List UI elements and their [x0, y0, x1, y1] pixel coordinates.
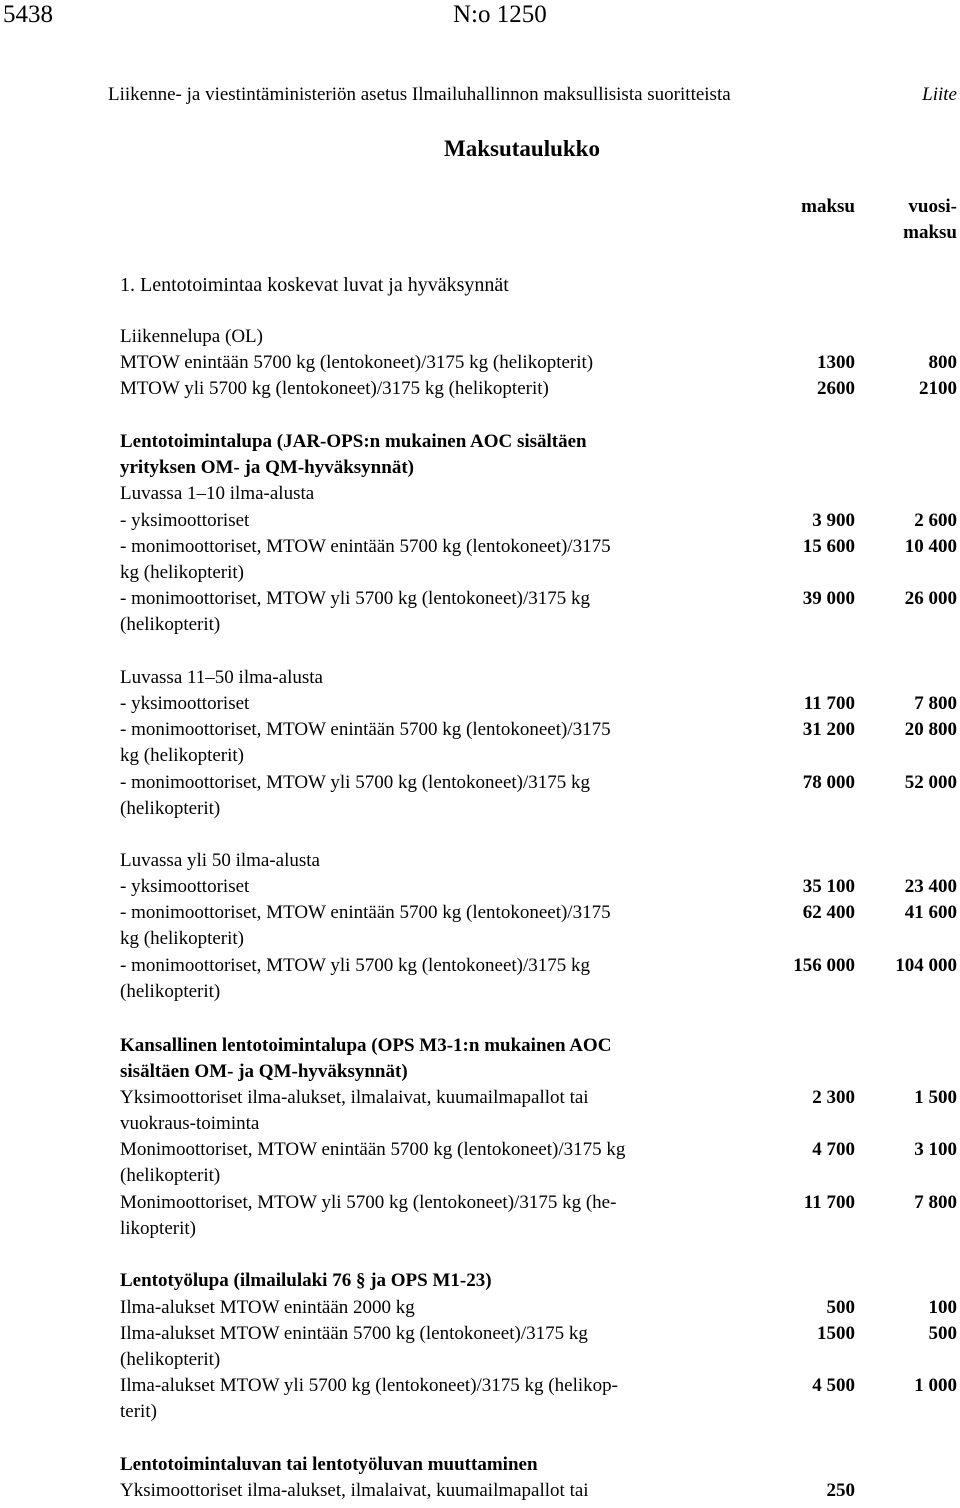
table-row-annual: 10 400: [904, 536, 957, 557]
table-row-fee: 31 200: [802, 719, 855, 740]
table-row-label: Monimoottoriset, MTOW enintään 5700 kg (lentokoneet)/3175 kg: [120, 1139, 626, 1160]
table-row-annual: 800: [928, 352, 957, 373]
table-row-fee: 4 700: [812, 1139, 855, 1160]
table-row-label: - monimoottoriset, MTOW yli 5700 kg (lentokoneet)/3175 kg: [120, 955, 591, 976]
table-row-annual: 7 800: [914, 1192, 957, 1213]
page-number: 5438: [3, 1, 53, 28]
table-row-label: Yksimoottoriset ilma-alukset, ilmalaivat, kuumailmapallot tai: [120, 1480, 589, 1501]
table-row-fee: 1500: [817, 1323, 855, 1344]
table-row-label: - yksimoottoriset: [120, 510, 250, 531]
table-row-fee: 11 700: [803, 693, 855, 714]
table-row-label-cont: (helikopterit): [120, 614, 221, 635]
group-title: Luvassa 1–10 ilma-alusta: [120, 483, 315, 504]
table-row-label: - yksimoottoriset: [120, 876, 250, 897]
table-row-fee: 35 100: [802, 876, 855, 897]
table-row-label-cont: (helikopterit): [120, 798, 221, 819]
table-row-label: Ilma-alukset MTOW enintään 5700 kg (lentokoneet)/3175 kg: [120, 1323, 588, 1344]
column-header-fee: maksu: [801, 196, 855, 217]
table-row-label: Yksimoottoriset ilma-alukset, ilmalaivat, kuumailmapallot tai: [120, 1087, 589, 1108]
table-row-annual: 23 400: [904, 876, 957, 897]
national-heading-line2: sisältäen OM- ja QM-hyväksynnät): [120, 1061, 408, 1082]
document-subtitle: Liikenne- ja viestintäministeriön asetus Ilmailuhallinnon maksullisista suoritteista: [108, 84, 731, 105]
change-heading: Lentotoimintaluvan tai lentotyöluvan muuttaminen: [120, 1454, 538, 1475]
table-row-fee: 156 000: [793, 955, 855, 976]
group-title: Luvassa 11–50 ilma-alusta: [120, 667, 323, 688]
aoc-heading-line1: Lentotoimintalupa (JAR-OPS:n mukainen AOC sisältäen: [120, 431, 587, 452]
table-row-fee: 15 600: [802, 536, 855, 557]
table-row-annual: 1 000: [914, 1375, 957, 1396]
page-title: Maksutaulukko: [444, 136, 600, 161]
table-row-label: - monimoottoriset, MTOW enintään 5700 kg (lentokoneet)/3175: [120, 719, 611, 740]
table-row-label: Ilma-alukset MTOW enintään 2000 kg: [120, 1297, 415, 1318]
issue-number: N:o 1250: [453, 1, 547, 28]
table-row-fee: 250: [826, 1480, 855, 1501]
table-row-annual: 2100: [919, 378, 957, 399]
table-row-fee: 2600: [817, 378, 855, 399]
group-title: Luvassa yli 50 ilma-alusta: [120, 850, 320, 871]
table-row-annual: 52 000: [904, 772, 957, 793]
table-row-label: MTOW enintään 5700 kg (lentokoneet)/3175 kg (helikopterit): [120, 352, 594, 373]
table-row-label-cont: (helikopterit): [120, 1349, 221, 1370]
column-header-annual-line2: maksu: [903, 222, 957, 243]
table-row-fee: 4 500: [812, 1375, 855, 1396]
table-row-label: - monimoottoriset, MTOW yli 5700 kg (lentokoneet)/3175 kg: [120, 772, 591, 793]
table-row-label: Ilma-alukset MTOW yli 5700 kg (lentokoneet)/3175 kg (helikop-: [120, 1375, 618, 1396]
table-row-annual: 1 500: [914, 1087, 957, 1108]
table-row-label-cont: kg (helikopterit): [120, 562, 244, 583]
table-row-label: - monimoottoriset, MTOW enintään 5700 kg (lentokoneet)/3175: [120, 902, 611, 923]
section-heading: 1. Lentotoimintaa koskevat luvat ja hyväksynnät: [120, 274, 509, 296]
aoc-heading-line2: yrityksen OM- ja QM-hyväksynnät): [120, 457, 414, 478]
table-row-label-cont: terit): [120, 1401, 157, 1422]
table-row-label-cont: likopterit): [120, 1218, 196, 1239]
table-row-fee: 3 900: [812, 510, 855, 531]
table-row-annual: 500: [928, 1323, 957, 1344]
table-row-label: MTOW yli 5700 kg (lentokoneet)/3175 kg (helikopterit): [120, 378, 549, 399]
table-row-label-cont: kg (helikopterit): [120, 745, 244, 766]
table-row-label: Monimoottoriset, MTOW yli 5700 kg (lentokoneet)/3175 kg (he-: [120, 1192, 617, 1213]
table-row-label-cont: kg (helikopterit): [120, 928, 244, 949]
table-row-label-cont: (helikopterit): [120, 981, 221, 1002]
table-row-annual: 41 600: [904, 902, 957, 923]
table-row-fee: 11 700: [803, 1192, 855, 1213]
table-row-annual: 7 800: [914, 693, 957, 714]
aerial-work-heading: Lentotyölupa (ilmailulaki 76 § ja OPS M1-23): [120, 1270, 492, 1291]
table-row-annual: 20 800: [904, 719, 957, 740]
ol-heading: Liikennelupa (OL): [120, 326, 263, 347]
table-row-annual: 26 000: [904, 588, 957, 609]
table-row-fee: 39 000: [802, 588, 855, 609]
table-row-label: - yksimoottoriset: [120, 693, 250, 714]
table-row-annual: 3 100: [914, 1139, 957, 1160]
table-row-fee: 78 000: [802, 772, 855, 793]
table-row-label: - monimoottoriset, MTOW enintään 5700 kg (lentokoneet)/3175: [120, 536, 611, 557]
table-row-label-cont: vuokraus-toiminta: [120, 1113, 260, 1134]
table-row-annual: 104 000: [895, 955, 957, 976]
table-row-fee: 2 300: [812, 1087, 855, 1108]
appendix-label: Liite: [922, 84, 957, 105]
table-row-fee: 500: [826, 1297, 855, 1318]
table-row-annual: 100: [928, 1297, 957, 1318]
national-heading-line1: Kansallinen lentotoimintalupa (OPS M3-1:n mukainen AOC: [120, 1035, 612, 1056]
column-header-annual-line1: vuosi-: [908, 196, 957, 217]
table-row-label-cont: (helikopterit): [120, 1165, 221, 1186]
table-row-fee: 62 400: [802, 902, 855, 923]
table-row-label: - monimoottoriset, MTOW yli 5700 kg (lentokoneet)/3175 kg: [120, 588, 591, 609]
table-row-fee: 1300: [817, 352, 855, 373]
table-row-annual: 2 600: [914, 510, 957, 531]
